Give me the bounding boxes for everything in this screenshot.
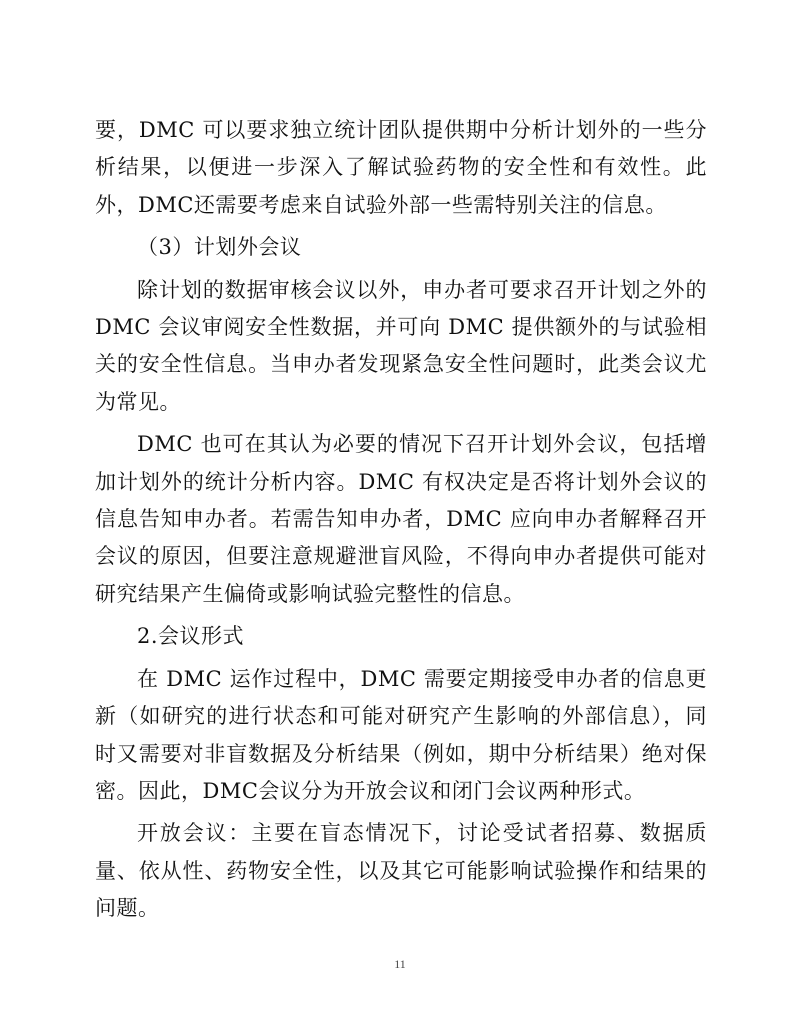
paragraph-format-intro: 在 DMC 运作过程中，DMC 需要定期接受申办者的信息更新（如研究的进行状态和可能对研究产生影响的外部信息），同时又需要对非盲数据及分析结果（例如，期中分析结果）绝对保密。因此，DMC会议分为开放会议和闭门会议两种形式。 bbox=[95, 666, 707, 803]
paragraph-continuation: 要，DMC 可以要求独立统计团队提供期中分析计划外的一些分析结果，以便进一步深入了解试验药物的安全性和有效性。此外，DMC还需要考虑来自试验外部一些需特别关注的信息。 bbox=[95, 118, 707, 217]
paragraph-open-meeting: 开放会议：主要在盲态情况下，讨论受试者招募、数据质量、依从性、药物安全性，以及其它可能影响试验操作和结果的问题。 bbox=[95, 821, 707, 921]
page-body bbox=[95, 112, 707, 928]
page-number: 11 bbox=[394, 957, 406, 971]
paragraph-unplanned-sponsor: 除计划的数据审核会议以外，申办者可要求召开计划之外的DMC 会议审阅安全性数据，并可向 DMC 提供额外的与试验相关的安全性信息。当申办者发现紧急安全性问题时，此类会议尤为常见。 bbox=[95, 277, 707, 414]
section-heading-meeting-format: 2.会议形式 bbox=[137, 624, 245, 649]
section-heading-unplanned-meetings: （3）计划外会议 bbox=[137, 235, 302, 260]
paragraph-unplanned-dmc: DMC 也可在其认为必要的情况下召开计划外会议，包括增加计划外的统计分析内容。DMC 有权决定是否将计划外会议的信息告知申办者。若需告知申办者，DMC 应向申办者解释召开会议的原因，但要注意规避泄盲风险，不得向申办者提供可能对研究结果产生偏倚或影响试验完整性的信息。 bbox=[95, 432, 707, 606]
